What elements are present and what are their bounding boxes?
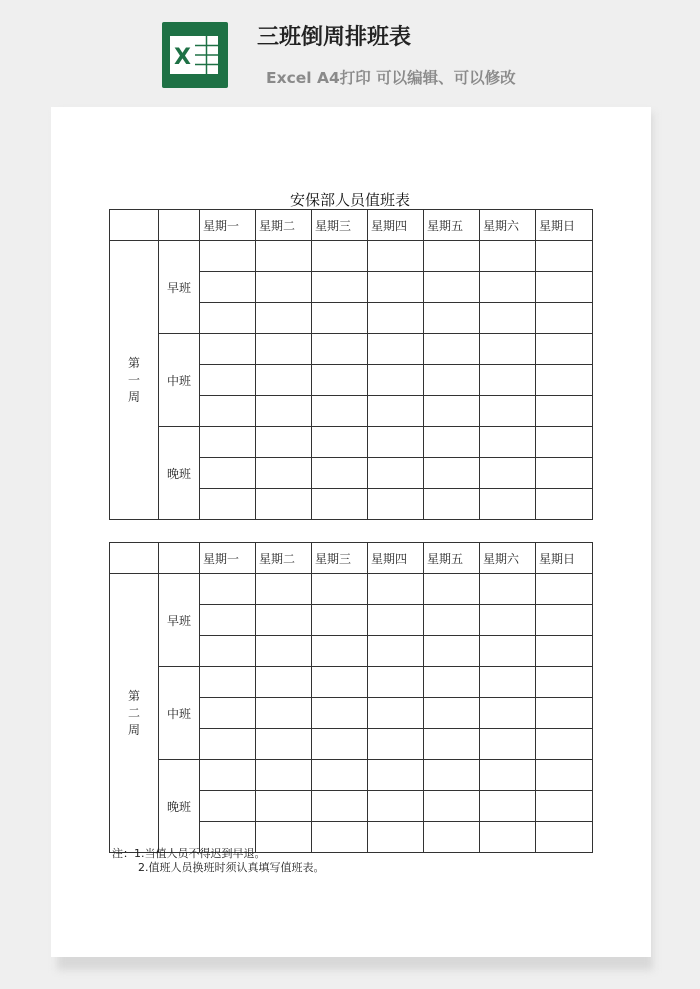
schedule-cell[interactable]	[424, 272, 480, 303]
schedule-cell[interactable]	[200, 698, 256, 729]
schedule-cell[interactable]	[200, 241, 256, 272]
table-row	[110, 241, 593, 272]
schedule-cell[interactable]	[480, 396, 536, 427]
schedule-cell[interactable]	[368, 636, 424, 667]
schedule-cell[interactable]	[480, 365, 536, 396]
schedule-cell[interactable]	[424, 791, 480, 822]
schedule-cell[interactable]	[312, 396, 368, 427]
schedule-cell[interactable]	[312, 241, 368, 272]
schedule-cell[interactable]	[480, 489, 536, 520]
schedule-cell[interactable]	[424, 636, 480, 667]
schedule-cell[interactable]	[424, 396, 480, 427]
document-subtitle: Excel A4打印 可以编辑、可以修改	[266, 69, 516, 87]
schedule-cell[interactable]	[200, 729, 256, 760]
schedule-cell[interactable]	[536, 729, 593, 760]
week-label-cell	[110, 574, 159, 853]
schedule-cell[interactable]	[536, 365, 593, 396]
day-header: 星期六	[480, 210, 536, 241]
schedule-cell[interactable]	[312, 427, 368, 458]
schedule-cell[interactable]	[480, 667, 536, 698]
schedule-cell[interactable]	[480, 574, 536, 605]
table-row	[110, 427, 593, 458]
schedule-cell[interactable]	[256, 667, 312, 698]
schedule-cell[interactable]	[536, 636, 593, 667]
schedule-cell[interactable]	[536, 303, 593, 334]
excel-icon-letter: X	[174, 45, 191, 70]
day-header: 星期五	[424, 210, 480, 241]
schedule-cell[interactable]	[312, 667, 368, 698]
schedule-cell[interactable]	[536, 605, 593, 636]
day-header: 星期日	[536, 210, 593, 241]
schedule-cell[interactable]	[312, 760, 368, 791]
day-header: 星期一	[200, 543, 256, 574]
schedule-cell[interactable]	[536, 667, 593, 698]
schedule-cell[interactable]	[312, 636, 368, 667]
document-title: 三班倒周排班表	[257, 25, 412, 50]
schedule-cell[interactable]	[368, 574, 424, 605]
excel-icon	[162, 22, 228, 88]
schedule-cell[interactable]	[312, 458, 368, 489]
schedule-cell[interactable]	[424, 760, 480, 791]
schedule-cell[interactable]	[368, 396, 424, 427]
corner-cell[interactable]	[159, 543, 200, 574]
table-row	[110, 667, 593, 698]
schedule-cell[interactable]	[200, 636, 256, 667]
schedule-cell[interactable]	[256, 760, 312, 791]
schedule-cell[interactable]	[200, 791, 256, 822]
schedule-cell[interactable]	[256, 427, 312, 458]
schedule-cell[interactable]	[480, 458, 536, 489]
schedule-cell[interactable]	[256, 458, 312, 489]
shift-label: 早班	[159, 574, 200, 667]
schedule-cell[interactable]	[200, 489, 256, 520]
schedule-cell[interactable]	[200, 667, 256, 698]
schedule-cell[interactable]	[536, 822, 593, 853]
schedule-cell[interactable]	[424, 729, 480, 760]
schedule-cell[interactable]	[536, 760, 593, 791]
header-row	[110, 210, 593, 241]
corner-cell[interactable]	[110, 543, 159, 574]
schedule-cell[interactable]	[480, 427, 536, 458]
schedule-cell[interactable]	[200, 334, 256, 365]
schedule-cell[interactable]	[200, 574, 256, 605]
schedule-cell[interactable]	[368, 791, 424, 822]
schedule-cell[interactable]	[480, 729, 536, 760]
week-label: 第一周	[127, 355, 140, 404]
schedule-cell[interactable]	[424, 698, 480, 729]
shift-label: 中班	[159, 667, 200, 760]
day-header: 星期二	[256, 543, 312, 574]
schedule-cell[interactable]	[200, 365, 256, 396]
shift-label: 晚班	[159, 760, 200, 853]
schedule-cell[interactable]	[536, 427, 593, 458]
notes	[112, 847, 325, 875]
schedule-cell[interactable]	[536, 698, 593, 729]
schedule-cell[interactable]	[312, 272, 368, 303]
schedule-cell[interactable]	[368, 303, 424, 334]
roster-table-week-1	[109, 209, 593, 520]
schedule-cell[interactable]	[312, 365, 368, 396]
schedule-cell[interactable]	[256, 636, 312, 667]
schedule-cell[interactable]	[368, 241, 424, 272]
table-row	[110, 334, 593, 365]
schedule-cell[interactable]	[480, 760, 536, 791]
note-line: 注：1.当值人员不得迟到早退。	[112, 847, 266, 860]
day-header: 星期四	[368, 543, 424, 574]
day-header: 星期三	[312, 543, 368, 574]
schedule-cell[interactable]	[536, 272, 593, 303]
schedule-cell[interactable]	[368, 334, 424, 365]
table-row	[110, 760, 593, 791]
schedule-cell[interactable]	[424, 667, 480, 698]
shift-label: 早班	[159, 241, 200, 334]
schedule-cell[interactable]	[200, 303, 256, 334]
schedule-cell[interactable]	[368, 365, 424, 396]
schedule-cell[interactable]	[256, 303, 312, 334]
schedule-cell[interactable]	[536, 241, 593, 272]
schedule-cell[interactable]	[368, 698, 424, 729]
schedule-cell[interactable]	[312, 334, 368, 365]
schedule-cell[interactable]	[424, 605, 480, 636]
schedule-cell[interactable]	[536, 574, 593, 605]
schedule-cell[interactable]	[368, 272, 424, 303]
schedule-cell[interactable]	[256, 272, 312, 303]
schedule-cell[interactable]	[200, 396, 256, 427]
table-row	[110, 574, 593, 605]
schedule-cell[interactable]	[480, 822, 536, 853]
schedule-cell[interactable]	[256, 396, 312, 427]
schedule-cell[interactable]	[312, 489, 368, 520]
sheet-title: 安保部人员值班表	[289, 191, 410, 209]
schedule-cell[interactable]	[256, 729, 312, 760]
schedule-cell[interactable]	[536, 396, 593, 427]
schedule-cell[interactable]	[424, 365, 480, 396]
schedule-cell[interactable]	[312, 698, 368, 729]
note-line: 2.值班人员换班时须认真填写值班表。	[138, 861, 325, 874]
corner-cell[interactable]	[159, 210, 200, 241]
schedule-cell[interactable]	[256, 365, 312, 396]
schedule-cell[interactable]	[256, 574, 312, 605]
roster-table-week-2	[109, 542, 593, 853]
schedule-cell[interactable]	[312, 791, 368, 822]
shift-label: 中班	[159, 334, 200, 427]
schedule-cell[interactable]	[536, 489, 593, 520]
schedule-cell[interactable]	[424, 458, 480, 489]
day-header: 星期四	[368, 210, 424, 241]
day-header: 星期一	[200, 210, 256, 241]
header-row	[110, 543, 593, 574]
day-header: 星期六	[480, 543, 536, 574]
schedule-cell[interactable]	[312, 729, 368, 760]
schedule-cell[interactable]	[368, 822, 424, 853]
schedule-cell[interactable]	[480, 303, 536, 334]
schedule-cell[interactable]	[368, 729, 424, 760]
shift-label: 晚班	[159, 427, 200, 520]
schedule-cell[interactable]	[480, 334, 536, 365]
schedule-cell[interactable]	[536, 334, 593, 365]
schedule-cell[interactable]	[256, 698, 312, 729]
schedule-cell[interactable]	[200, 760, 256, 791]
schedule-cell[interactable]	[480, 791, 536, 822]
schedule-cell[interactable]	[200, 458, 256, 489]
schedule-cell[interactable]	[480, 698, 536, 729]
schedule-cell[interactable]	[312, 303, 368, 334]
schedule-cell[interactable]	[368, 427, 424, 458]
day-header: 星期三	[312, 210, 368, 241]
schedule-cell[interactable]	[256, 489, 312, 520]
schedule-cell[interactable]	[424, 574, 480, 605]
schedule-cell[interactable]	[312, 574, 368, 605]
schedule-cell[interactable]	[480, 272, 536, 303]
schedule-cell[interactable]	[480, 636, 536, 667]
day-header: 星期五	[424, 543, 480, 574]
page-header	[0, 0, 700, 100]
schedule-cell[interactable]	[424, 241, 480, 272]
schedule-cell[interactable]	[424, 822, 480, 853]
schedule-cell[interactable]	[424, 427, 480, 458]
schedule-cell[interactable]	[200, 427, 256, 458]
schedule-cell[interactable]	[256, 791, 312, 822]
day-header: 星期日	[536, 543, 593, 574]
schedule-cell[interactable]	[368, 667, 424, 698]
schedule-cell[interactable]	[536, 791, 593, 822]
schedule-cell[interactable]	[536, 458, 593, 489]
schedule-cell[interactable]	[200, 272, 256, 303]
corner-cell[interactable]	[110, 210, 159, 241]
schedule-cell[interactable]	[368, 458, 424, 489]
week-label-cell	[110, 241, 159, 520]
schedule-cell[interactable]	[200, 605, 256, 636]
schedule-cell[interactable]	[256, 241, 312, 272]
schedule-cell[interactable]	[368, 489, 424, 520]
schedule-cell[interactable]	[424, 489, 480, 520]
schedule-cell[interactable]	[424, 334, 480, 365]
schedule-cell[interactable]	[256, 334, 312, 365]
schedule-cell[interactable]	[424, 303, 480, 334]
day-header: 星期二	[256, 210, 312, 241]
schedule-cell[interactable]	[480, 241, 536, 272]
schedule-cell[interactable]	[368, 605, 424, 636]
schedule-cell[interactable]	[312, 605, 368, 636]
schedule-cell[interactable]	[368, 760, 424, 791]
week-label: 第二周	[127, 688, 140, 737]
schedule-cell[interactable]	[256, 605, 312, 636]
schedule-cell[interactable]	[480, 605, 536, 636]
